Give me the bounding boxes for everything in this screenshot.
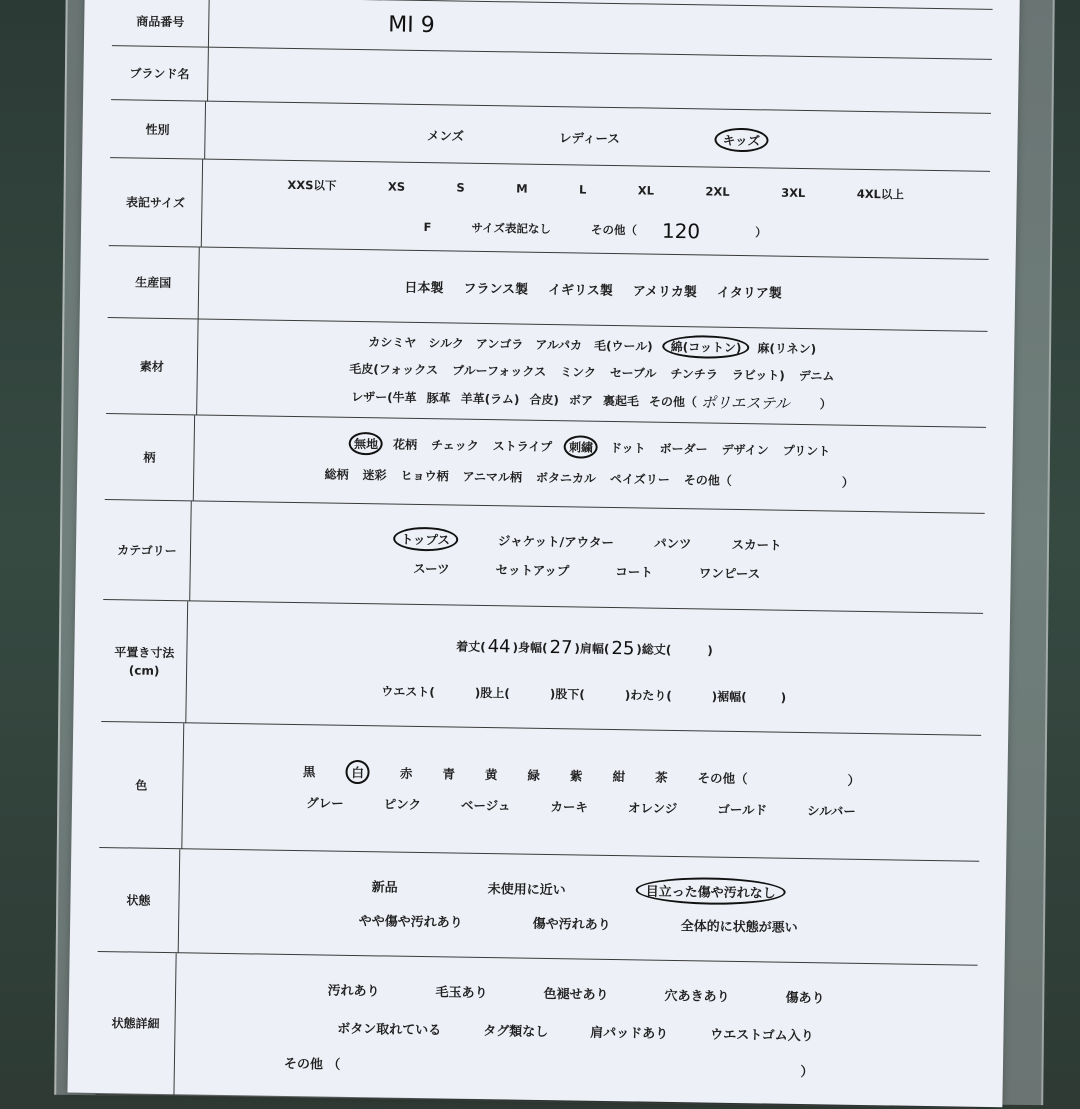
material-option-sable[interactable]: セーブル	[609, 365, 657, 381]
measure-shoulder-label: )肩幅(	[574, 641, 610, 656]
gender-option-mens[interactable]: メンズ	[426, 128, 465, 144]
size-option-other[interactable]: その他（	[590, 222, 638, 238]
measure-thigh-label[interactable]: )わたり(	[624, 688, 672, 703]
color-option-white-selected[interactable]: 白	[345, 760, 370, 784]
category-option-suit[interactable]: スーツ	[413, 560, 450, 577]
pattern-option-botanical[interactable]: ボタニカル	[535, 470, 597, 486]
detail-option-pilling[interactable]: 毛玉あり	[435, 985, 488, 1002]
pattern-other-close: ）	[841, 475, 854, 490]
row-condition-detail	[95, 951, 977, 1109]
pattern-option-check[interactable]: チェック	[430, 438, 479, 453]
label-gender: 性別	[110, 100, 206, 159]
measure-inseam-label[interactable]: )股下(	[549, 687, 585, 702]
detail-option-fading[interactable]: 色褪せあり	[543, 986, 609, 1004]
material-option-bluefox[interactable]: ブルーフォックス	[451, 363, 547, 379]
label-condition-detail: 状態詳細	[95, 952, 176, 1095]
product-number-value[interactable]: MI 9	[388, 12, 435, 39]
row-size	[109, 157, 990, 260]
label-brand: ブランド名	[111, 46, 209, 102]
size-option-xl[interactable]: XL	[637, 183, 655, 198]
size-other-close: ）	[755, 225, 767, 240]
country-option-uk[interactable]: イギリス製	[547, 282, 613, 299]
color-option-gold[interactable]: ゴールド	[717, 801, 768, 818]
row-pattern	[105, 413, 986, 514]
detail-option-elastic-waist[interactable]: ウエストゴム入り	[710, 1027, 814, 1045]
pattern-option-paisley[interactable]: ペイズリー	[609, 471, 670, 487]
material-option-synthetic[interactable]: 合皮)	[529, 392, 560, 408]
country-option-japan[interactable]: 日本製	[404, 280, 444, 297]
material-option-silk[interactable]: シルク	[428, 336, 464, 351]
material-other-value[interactable]: ポリエステル	[700, 393, 790, 413]
color-option-green[interactable]: 緑	[527, 767, 541, 783]
material-option-fleece[interactable]: 裏起毛	[602, 393, 640, 409]
material-option-linen[interactable]: 麻(リネン)	[757, 341, 817, 357]
country-option-usa[interactable]: アメリカ製	[632, 284, 697, 301]
size-option-3xl[interactable]: 3XL	[781, 185, 806, 200]
category-option-skirt[interactable]: スカート	[731, 536, 782, 553]
color-option-khaki[interactable]: カーキ	[550, 799, 589, 815]
category-option-tops-selected[interactable]: トップス	[393, 527, 459, 552]
label-product-number: 商品番号	[112, 0, 210, 48]
material-other-close: ）	[819, 397, 832, 412]
row-measurements	[101, 599, 983, 736]
size-option-f[interactable]: F	[423, 220, 432, 235]
pattern-option-animal[interactable]: アニマル柄	[462, 469, 523, 485]
label-color: 色	[99, 722, 184, 849]
detail-option-button-missing[interactable]: ボタン取れている	[337, 1021, 442, 1039]
size-option-s[interactable]: S	[456, 180, 465, 195]
color-option-yellow[interactable]: 黄	[484, 767, 498, 783]
detail-option-hole[interactable]: 穴あきあり	[664, 988, 730, 1005]
row-material	[106, 317, 987, 428]
material-option-chinchilla[interactable]: チンチラ	[670, 366, 718, 382]
color-option-blue[interactable]: 青	[442, 766, 456, 782]
pattern-option-stripe[interactable]: ストライプ	[492, 439, 553, 455]
condition-option-new[interactable]: 新品	[371, 880, 398, 896]
pattern-option-allover[interactable]: 総柄	[324, 467, 349, 482]
measure-total-label: )総丈(	[636, 642, 672, 657]
country-option-france[interactable]: フランス製	[463, 281, 529, 298]
detail-option-scratch[interactable]: 傷あり	[785, 990, 825, 1007]
color-option-purple[interactable]: 紫	[569, 768, 583, 784]
label-pattern: 柄	[105, 414, 195, 501]
material-option-cotton-selected[interactable]: 綿(コットン)	[663, 335, 750, 359]
condition-option-slight-damage[interactable]: やや傷や汚れあり	[358, 914, 463, 931]
pattern-option-other[interactable]: その他（	[683, 473, 732, 488]
category-option-onepiece[interactable]: ワンピース	[698, 565, 761, 582]
size-option-m[interactable]: M	[516, 181, 528, 196]
detail-option-shoulder-pad[interactable]: 肩パッドあり	[590, 1025, 669, 1042]
measure-width-value[interactable]: 27	[549, 637, 573, 659]
color-option-other[interactable]: その他（	[697, 770, 748, 787]
material-option-wool[interactable]: 毛(ウール)	[593, 338, 653, 354]
detail-option-no-tag[interactable]: タグ類なし	[483, 1024, 549, 1041]
measure-total-close: )	[707, 643, 713, 658]
category-option-jacket[interactable]: ジャケット/アウター	[497, 533, 615, 551]
pattern-option-solid-selected[interactable]: 無地	[349, 432, 383, 456]
material-option-cashmere[interactable]: カシミヤ	[368, 335, 417, 350]
color-option-beige[interactable]: ベージュ	[460, 797, 511, 814]
detail-option-stain[interactable]: 汚れあり	[327, 983, 380, 1000]
color-other-close: ）	[847, 772, 861, 788]
color-option-red[interactable]: 赤	[399, 765, 413, 781]
color-option-navy[interactable]: 紺	[612, 769, 626, 785]
material-option-alpaca[interactable]: アルパカ	[535, 337, 583, 353]
material-option-denim[interactable]: デニム	[798, 368, 835, 384]
size-option-4xl[interactable]: 4XL以上	[856, 186, 905, 202]
gender-option-ladies[interactable]: レディース	[558, 130, 621, 147]
condition-option-damage[interactable]: 傷や汚れあり	[532, 916, 611, 934]
measure-hem-label[interactable]: )裾幅(	[711, 689, 747, 705]
pattern-option-border[interactable]: ボーダー	[659, 441, 708, 457]
pattern-option-floral[interactable]: 花柄	[392, 437, 418, 452]
pattern-option-embroidery-selected[interactable]: 刺繍	[564, 435, 598, 459]
size-option-2xl[interactable]: 2XL	[705, 184, 730, 199]
row-condition	[98, 847, 980, 966]
condition-option-no-damage-selected[interactable]: 目立った傷や汚れなし	[636, 876, 786, 905]
material-option-pigskin[interactable]: 豚革	[426, 391, 451, 406]
pattern-option-print[interactable]: プリント	[782, 443, 831, 459]
pattern-option-camo[interactable]: 迷彩	[362, 468, 387, 483]
measure-length-label: 着丈(	[456, 639, 486, 655]
label-category: カテゴリー	[103, 500, 192, 601]
label-measurements: 平置き寸法 (cm)	[101, 600, 188, 723]
measure-waist-label[interactable]: ウエスト(	[381, 684, 435, 700]
category-option-coat[interactable]: コート	[615, 564, 653, 580]
material-option-fox[interactable]: 毛皮(フォックス	[349, 361, 439, 378]
pattern-option-design[interactable]: デザイン	[721, 442, 769, 458]
measure-shoulder-value[interactable]: 25	[611, 638, 635, 660]
color-option-silver[interactable]: シルバー	[806, 803, 856, 819]
category-option-setup[interactable]: セットアップ	[495, 562, 570, 579]
material-option-angora[interactable]: アンゴラ	[475, 336, 524, 352]
country-option-italy[interactable]: イタリア製	[716, 285, 782, 302]
label-size: 表記サイズ	[109, 158, 203, 247]
detail-other-close: ）	[800, 1065, 814, 1081]
detail-option-other[interactable]: その他 （	[283, 1056, 341, 1073]
size-option-xs[interactable]: XS	[387, 179, 406, 194]
color-option-black[interactable]: 黒	[302, 764, 316, 780]
material-option-boa[interactable]: ボア	[568, 393, 594, 408]
size-other-value[interactable]: 120	[661, 218, 701, 244]
label-country: 生産国	[108, 246, 200, 319]
material-option-rabbit[interactable]: ラビット)	[731, 367, 785, 383]
condition-option-like-new[interactable]: 未使用に近い	[487, 882, 566, 899]
material-option-mink[interactable]: ミンク	[560, 365, 597, 380]
row-color	[99, 721, 981, 862]
condition-option-poor[interactable]: 全体的に状態が悪い	[680, 919, 798, 936]
label-condition: 状態	[98, 848, 181, 953]
size-option-no-label[interactable]: サイズ表記なし	[471, 220, 552, 237]
product-info-form	[67, 0, 1019, 1107]
pattern-option-dot[interactable]: ドット	[609, 440, 646, 456]
row-category	[103, 499, 984, 614]
brand-value[interactable]	[208, 66, 992, 78]
color-option-orange[interactable]: オレンジ	[627, 800, 678, 817]
color-option-brown[interactable]: 茶	[654, 769, 668, 785]
measure-width-label: )身幅(	[512, 640, 548, 656]
color-option-pink[interactable]: ピンク	[383, 796, 422, 813]
size-option-l[interactable]: L	[578, 182, 587, 197]
color-option-gray[interactable]: グレー	[306, 795, 344, 811]
material-option-lamb[interactable]: 羊革(ラム)	[460, 391, 520, 407]
material-option-leather[interactable]: レザー(牛革	[351, 389, 417, 405]
material-option-other[interactable]: その他（	[648, 394, 698, 410]
category-option-pants[interactable]: パンツ	[653, 535, 692, 552]
measure-rise-label[interactable]: )股上(	[474, 685, 510, 701]
label-material: 素材	[106, 318, 198, 415]
size-option-xxs[interactable]: XXS以下	[287, 177, 337, 193]
gender-option-kids-selected[interactable]: キッズ	[715, 128, 769, 153]
measure-length-value[interactable]: 44	[487, 636, 511, 658]
measure-hem-close: )	[780, 690, 787, 705]
pattern-option-leopard[interactable]: ヒョウ柄	[400, 468, 449, 484]
